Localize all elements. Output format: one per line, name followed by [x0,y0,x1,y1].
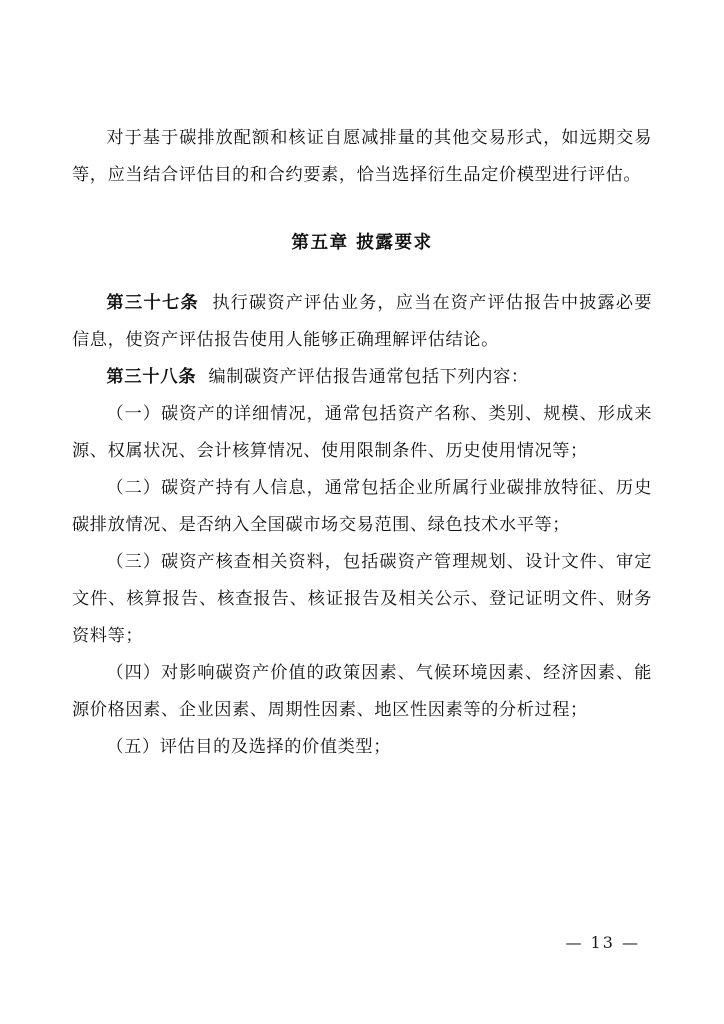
chapter-heading-five: 第五章 披露要求 [291,232,433,253]
list-item-4: （四）对影响碳资产价值的政策因素、气候环境因素、经济因素、能源价格因素、企业因素、周期性因素、地区性因素等的分析过程； [72,663,652,720]
article-38-paragraph [72,359,652,396]
list-item-2: （二）碳资产持有人信息，通常包括企业所属行业碳排放特征、历史碳排放情况、是否纳入全国碳市场交易范围、绿色技术水平等； [72,478,652,535]
article-37-label: 第三十七条 [106,293,200,313]
article-37-paragraph [72,285,652,359]
article-38-label: 第三十八条 [106,367,197,387]
paragraph-derivative-pricing: 对于基于碳排放配额和核证自愿减排量的其他交易形式，如远期交易等，应当结合评估目的和合约要素，恰当选择衍生品定价模型进行评估。 [72,128,652,185]
article-38-text: 编制碳资产评估报告通常包括下列内容： [208,367,529,387]
article-37-text: 执行碳资产评估业务，应当在资产评估报告中披露必要信息，使资产评估报告使用人能够正确理解评估结论。 [72,293,652,350]
list-item-1: （一）碳资产的详细情况，通常包括资产名称、类别、规模、形成来源、权属状况、会计核算情况、使用限制条件、历史使用情况等； [72,404,652,461]
page-number: — 13 — [565,933,640,952]
list-item-5: （五）评估目的及选择的价值类型； [106,737,391,757]
list-item-3: （三）碳资产核查相关资料，包括碳资产管理规划、设计文件、审定文件、核算报告、核查报告、核证报告及相关公示、登记证明文件、财务资料等； [72,552,652,646]
